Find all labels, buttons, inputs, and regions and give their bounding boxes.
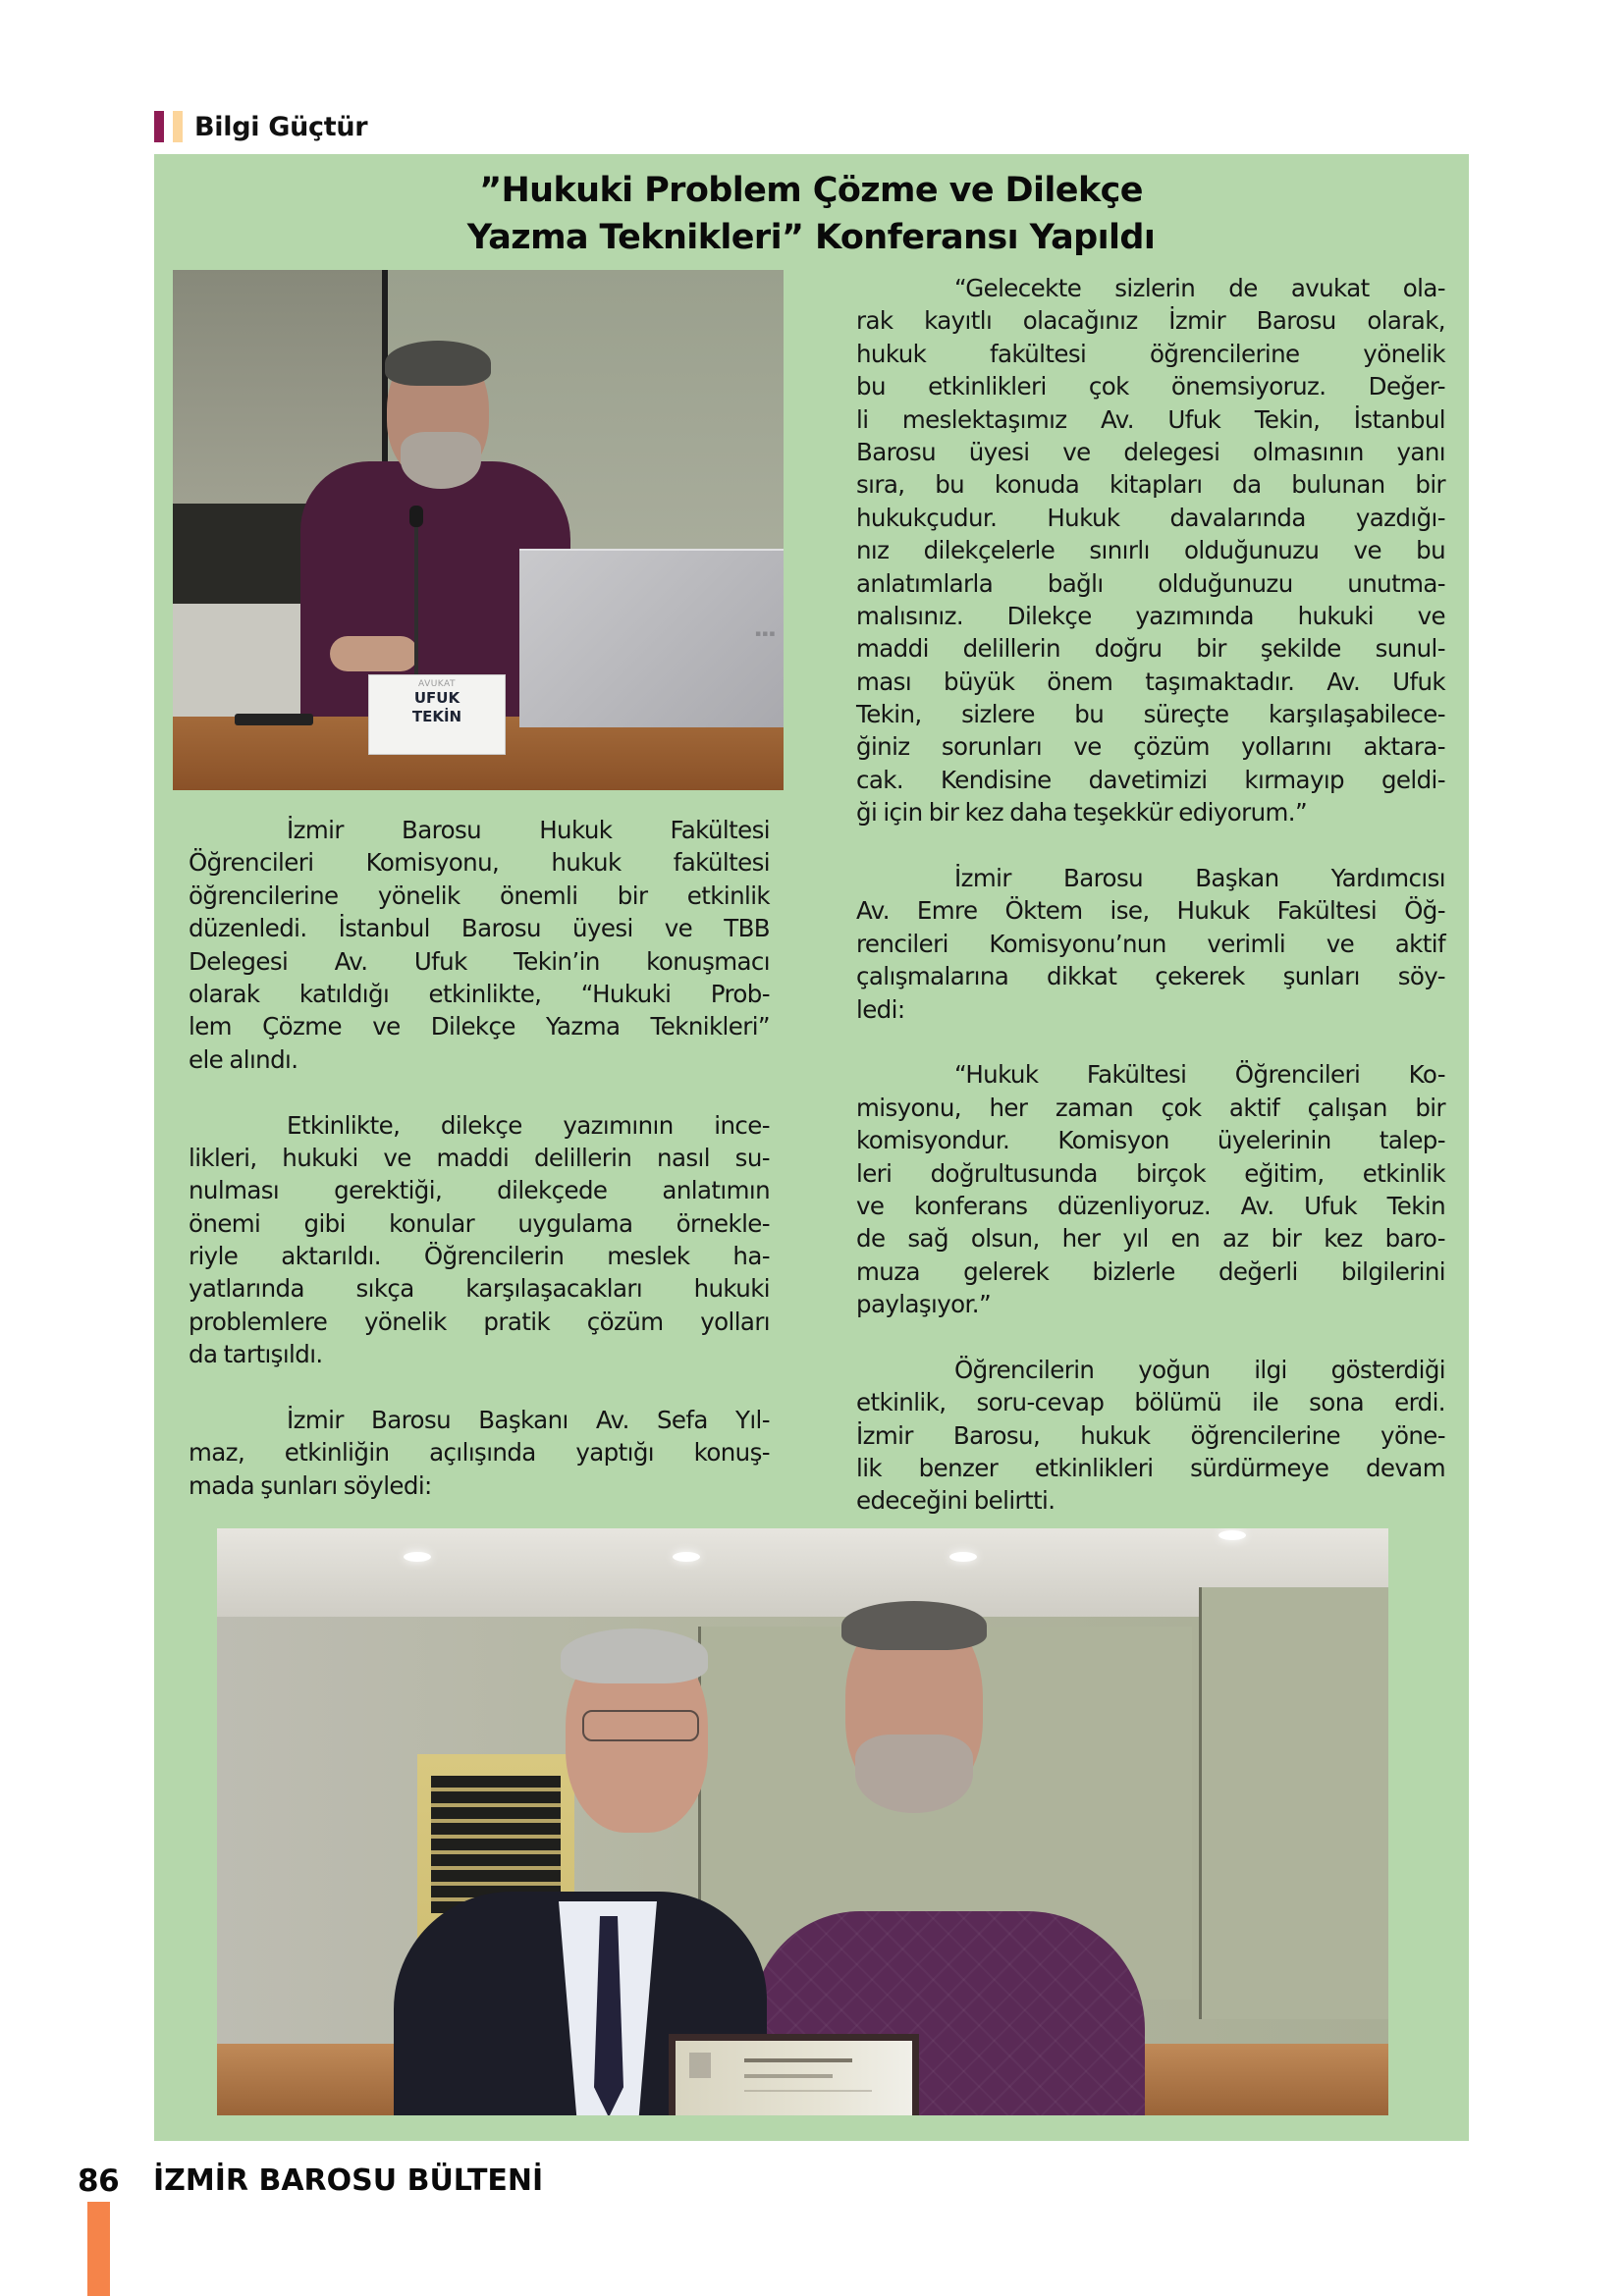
text-line: “Gelecekte sizlerin de avukat ola- <box>954 274 1445 302</box>
text-line: ğiniz sorunları ve çözüm yollarını aktara- <box>856 732 1445 762</box>
paragraph-gap <box>856 1321 1445 1354</box>
page-number: 86 <box>78 2163 120 2199</box>
paragraph-gap <box>856 1026 1445 1058</box>
ceiling-light-icon <box>673 1552 700 1562</box>
laptop-logo-icon: ▪▪▪ <box>755 629 777 639</box>
person-right-hair <box>841 1601 987 1650</box>
person-left-hair <box>561 1629 708 1683</box>
name-card-first: UFUK <box>413 689 460 707</box>
text-line: Av. Emre Öktem ise, Hukuk Fakültesi Öğ- <box>856 896 1445 926</box>
paragraph-gap <box>189 1371 770 1404</box>
name-card-last: TEKİN <box>411 708 462 725</box>
text-line: nulması gerektiği, dilekçede anlatımın <box>189 1176 770 1205</box>
text-line: problemlere yönelik pratik çözüm yolları <box>189 1307 770 1336</box>
text-line: de sağ olsun, her yıl en az bir kez baro- <box>856 1224 1445 1254</box>
ceiling-light-icon <box>949 1552 977 1562</box>
publication-title: İZMİR BAROSU BÜLTENİ <box>153 2163 544 2198</box>
award-photo <box>217 1528 1388 2115</box>
section-header <box>154 108 367 145</box>
text-line: Öğrencilerin yoğun ilgi gösterdiği <box>954 1355 1445 1384</box>
certificate-emblem-icon <box>689 2053 711 2078</box>
paragraph-gap <box>856 829 1445 862</box>
text-line: İzmir Barosu Başkanı Av. Sefa Yıl- <box>287 1406 770 1435</box>
text-line: Tekin, sizlere bu süreçte karşılaşabilece- <box>856 700 1445 729</box>
text-line: likleri, hukuki ve maddi delillerin nasıl su- <box>189 1143 770 1172</box>
text-line: “Hukuk Fakültesi Öğrencileri Ko- <box>954 1060 1445 1090</box>
text-line: maz, etkinliğin açılışında yaptığı konuş- <box>189 1438 770 1468</box>
text-line: hukukçudur. Hukuk davalarında yazdığı- <box>856 503 1445 532</box>
text-line: mada şunları söyledi: <box>189 1470 432 1500</box>
ceiling-light-icon <box>404 1552 431 1562</box>
paragraph-gap <box>189 1076 770 1108</box>
text-line: anlatımlarla bağlı olduğunuzu unutma- <box>856 568 1445 598</box>
footer-accent-bar <box>87 2202 110 2296</box>
speaker-hand <box>330 636 418 671</box>
text-line: lem Çözme ve Dilekçe Yazma Teknikleri” <box>189 1012 770 1041</box>
phone-on-desk <box>235 714 313 725</box>
speaker-hair <box>385 341 491 386</box>
text-line: leri doğrultusunda birçok eğitim, etkinlik <box>856 1158 1445 1188</box>
article-column-right <box>856 272 1445 1518</box>
text-line: malısınız. Dilekçe yazımında hukuki ve <box>856 601 1445 630</box>
text-line: misyonu, her zaman çok aktif çalışan bir <box>856 1093 1445 1122</box>
glasses-icon <box>582 1710 699 1741</box>
ceiling-light-icon <box>1218 1530 1246 1540</box>
person-right-beard <box>855 1735 973 1813</box>
text-line: olarak katıldığı etkinlikte, “Hukuki Prob- <box>189 979 770 1008</box>
section-bar-peach <box>173 111 183 142</box>
text-line: Delegesi Av. Ufuk Tekin’in konuşmacı <box>189 946 770 976</box>
text-line: paylaşıyor.” <box>856 1290 992 1319</box>
certificate-face <box>676 2041 912 2115</box>
text-line: rak kayıtlı olacağınız İzmir Barosu olarak, <box>856 306 1445 336</box>
text-line: yatlarında sıkça karşılaşacakları hukuki <box>189 1274 770 1304</box>
text-line: maddi delillerin doğru bir şekilde sunul- <box>856 634 1445 664</box>
text-line: Etkinlikte, dilekçe yazımının ince- <box>287 1110 770 1140</box>
microphone-stand <box>414 510 418 687</box>
text-line: ması büyük önem taşımaktadır. Av. Ufuk <box>856 667 1445 696</box>
text-line: İzmir Barosu Hukuk Fakültesi <box>287 816 770 844</box>
text-line: hukuk fakültesi öğrencilerine yönelik <box>856 339 1445 368</box>
text-line: komisyondur. Komisyon üyelerinin talep- <box>856 1126 1445 1155</box>
text-line: Öğrencileri Komisyonu, hukuk fakültesi <box>189 848 770 878</box>
microphone-icon <box>409 506 423 527</box>
section-label: Bilgi Güçtür <box>194 111 368 142</box>
text-line: öğrencilerine yönelik önemli bir etkinlik <box>189 881 770 910</box>
certificate-plaque <box>669 2034 919 2115</box>
text-line: bu etkinlikleri çok önemsiyoruz. Değer- <box>856 372 1445 401</box>
text-line: edeceğini belirtti. <box>856 1486 1056 1516</box>
speaker-photo <box>173 270 784 790</box>
certificate-text-line <box>744 2090 872 2092</box>
article-title <box>295 167 1327 261</box>
text-line: rencileri Komisyonu’nun verimli ve aktif <box>856 929 1445 958</box>
text-line: sıra, bu konuda kitapları da bulunan bir <box>856 470 1445 500</box>
text-line: nız dilekçelerle sınırlı olduğunuzu ve bu <box>856 536 1445 565</box>
name-card-title: AVUKAT <box>417 679 457 689</box>
text-line: düzenledi. İstanbul Barosu üyesi ve TBB <box>189 914 770 943</box>
article-title-line: Yazma Teknikleri” Konferansı Yapıldı <box>466 218 1156 257</box>
text-line: İzmir Barosu, hukuk öğrencilerine yöne- <box>856 1420 1445 1450</box>
window-blind <box>1199 1587 1388 2019</box>
text-line: Barosu üyesi ve delegesi olmasının yanı <box>856 437 1445 466</box>
text-line: cak. Kendisine davetimizi kırmayıp geldi- <box>856 765 1445 794</box>
text-line: lik benzer etkinlikleri sürdürmeye devam <box>856 1454 1445 1483</box>
text-line: ledi: <box>856 994 905 1024</box>
text-line: çalışmalarına dikkat çekerek şunları söy- <box>856 962 1445 991</box>
speaker-beard <box>401 432 481 489</box>
text-line: ele alındı. <box>189 1044 298 1074</box>
text-line: ve konferans düzenliyoruz. Av. Ufuk Tekin <box>856 1191 1445 1220</box>
text-line: da tartışıldı. <box>189 1340 323 1369</box>
text-line: muza gelerek bizlerle değerli bilgilerini <box>856 1256 1445 1286</box>
article-title-line: ”Hukuki Problem Çözme ve Dilekçe <box>479 171 1143 210</box>
text-line: li meslektaşımız Av. Ufuk Tekin, İstanbul <box>856 404 1445 434</box>
article-column-left <box>189 814 770 1502</box>
laptop <box>519 549 784 727</box>
text-line: İzmir Barosu Başkan Yardımcısı <box>954 864 1445 893</box>
text-line: ği için bir kez daha teşekkür ediyorum.” <box>856 798 1308 828</box>
text-line: önemi gibi konular uygulama örnekle- <box>189 1208 770 1238</box>
text-line: etkinlik, soru-cevap bölümü ile sona erdi. <box>856 1388 1445 1417</box>
text-line: riyle aktarıldı. Öğrencilerin meslek ha- <box>189 1242 770 1271</box>
section-bar-maroon <box>154 111 164 142</box>
name-card <box>368 674 506 755</box>
certificate-text-line <box>744 2074 833 2078</box>
certificate-text-line <box>744 2058 852 2062</box>
